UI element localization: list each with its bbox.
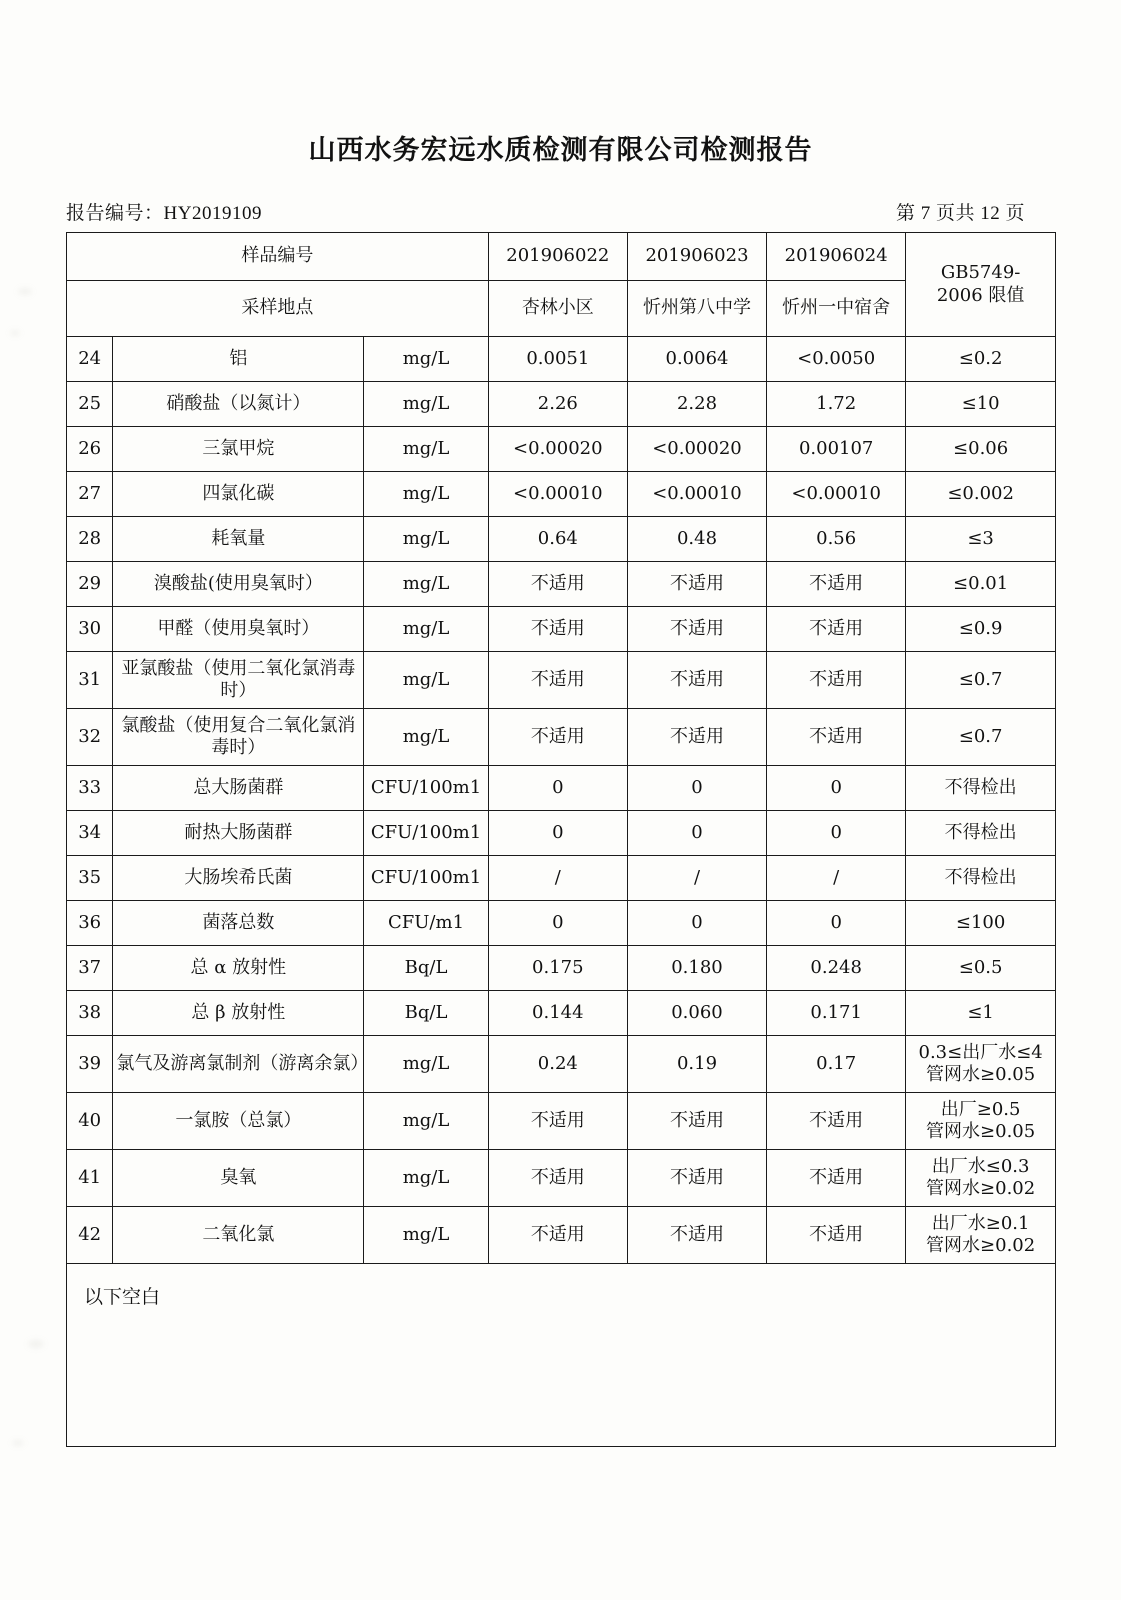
blank-area-note: 以下空白 bbox=[84, 1286, 161, 1308]
table-header-row-sample-no bbox=[67, 233, 1056, 281]
value-sample-3: 不适用 bbox=[767, 709, 906, 766]
value-sample-1: 不适用 bbox=[488, 1207, 627, 1264]
report-number-label: 报告编号： bbox=[66, 203, 164, 224]
parameter-unit: mg/L bbox=[364, 1207, 488, 1264]
value-sample-2: 不适用 bbox=[627, 1207, 766, 1264]
blank-area-box bbox=[66, 1263, 1056, 1447]
parameter-name: 三氯甲烷 bbox=[113, 427, 364, 472]
value-sample-3: 不适用 bbox=[767, 1093, 906, 1150]
parameter-unit: mg/L bbox=[364, 472, 488, 517]
sample-no-2: 201906023 bbox=[627, 233, 766, 281]
row-index: 30 bbox=[67, 607, 113, 652]
limit-value: ≤100 bbox=[906, 901, 1056, 946]
table-row bbox=[67, 382, 1056, 427]
value-sample-1: 不适用 bbox=[488, 709, 627, 766]
value-sample-3: 0.248 bbox=[767, 946, 906, 991]
limit-value: ≤0.7 bbox=[906, 709, 1056, 766]
limit-value bbox=[906, 1093, 1056, 1150]
limit-value: ≤0.5 bbox=[906, 946, 1056, 991]
parameter-unit: mg/L bbox=[364, 382, 488, 427]
row-index: 36 bbox=[67, 901, 113, 946]
parameter-unit: CFU/100m1 bbox=[364, 766, 488, 811]
value-sample-1: 不适用 bbox=[488, 652, 627, 709]
value-sample-1: 2.26 bbox=[488, 382, 627, 427]
value-sample-1: 0 bbox=[488, 766, 627, 811]
sample-no-1: 201906022 bbox=[488, 233, 627, 281]
limit-value: ≤10 bbox=[906, 382, 1056, 427]
value-sample-3: 0 bbox=[767, 901, 906, 946]
value-sample-3: / bbox=[767, 856, 906, 901]
value-sample-3: 不适用 bbox=[767, 562, 906, 607]
parameter-name: 亚氯酸盐（使用二氧化氯消毒时） bbox=[113, 652, 364, 709]
row-index: 37 bbox=[67, 946, 113, 991]
row-index: 41 bbox=[67, 1150, 113, 1207]
limit-value: ≤3 bbox=[906, 517, 1056, 562]
parameter-name: 二氧化氯 bbox=[113, 1207, 364, 1264]
parameter-name: 硝酸盐（以氮计） bbox=[113, 382, 364, 427]
value-sample-1: / bbox=[488, 856, 627, 901]
value-sample-1: 0 bbox=[488, 901, 627, 946]
value-sample-1: <0.00010 bbox=[488, 472, 627, 517]
value-sample-1: 0.0051 bbox=[488, 337, 627, 382]
parameter-unit: mg/L bbox=[364, 607, 488, 652]
limit-line-2: 管网水≥0.02 bbox=[926, 1178, 1036, 1199]
row-index: 29 bbox=[67, 562, 113, 607]
row-index: 42 bbox=[67, 1207, 113, 1264]
table-row bbox=[67, 991, 1056, 1036]
row-index: 28 bbox=[67, 517, 113, 562]
value-sample-1: 不适用 bbox=[488, 1150, 627, 1207]
sampling-site-label: 采样地点 bbox=[67, 281, 489, 337]
value-sample-3: 1.72 bbox=[767, 382, 906, 427]
value-sample-2: 不适用 bbox=[627, 1093, 766, 1150]
parameter-unit: mg/L bbox=[364, 652, 488, 709]
table-row bbox=[67, 562, 1056, 607]
value-sample-1: 0 bbox=[488, 811, 627, 856]
parameter-name: 总 α 放射性 bbox=[113, 946, 364, 991]
parameter-name: 总大肠菌群 bbox=[113, 766, 364, 811]
table-row bbox=[67, 856, 1056, 901]
limit-value: 不得检出 bbox=[906, 766, 1056, 811]
value-sample-2: 0 bbox=[627, 901, 766, 946]
value-sample-1: 0.144 bbox=[488, 991, 627, 1036]
limit-line-1: 出厂≥0.5 bbox=[940, 1098, 1021, 1120]
parameter-unit: mg/L bbox=[364, 1150, 488, 1207]
parameter-name: 耗氧量 bbox=[113, 517, 364, 562]
table-row bbox=[67, 607, 1056, 652]
parameter-unit: Bq/L bbox=[364, 991, 488, 1036]
table-row bbox=[67, 1036, 1056, 1093]
value-sample-2: 0.180 bbox=[627, 946, 766, 991]
parameter-unit: CFU/100m1 bbox=[364, 811, 488, 856]
row-index: 35 bbox=[67, 856, 113, 901]
limit-line-2: 管网水≥0.02 bbox=[926, 1235, 1036, 1256]
value-sample-1: <0.00020 bbox=[488, 427, 627, 472]
parameter-name: 溴酸盐(使用臭氧时） bbox=[113, 562, 364, 607]
row-index: 26 bbox=[67, 427, 113, 472]
limit-value: ≤0.7 bbox=[906, 652, 1056, 709]
limit-value bbox=[906, 1207, 1056, 1264]
value-sample-1: 0.175 bbox=[488, 946, 627, 991]
parameter-name: 氯酸盐（使用复合二氧化氯消毒时） bbox=[113, 709, 364, 766]
value-sample-1: 不适用 bbox=[488, 607, 627, 652]
limit-value: ≤0.2 bbox=[906, 337, 1056, 382]
parameter-unit: mg/L bbox=[364, 562, 488, 607]
value-sample-3: 不适用 bbox=[767, 607, 906, 652]
parameter-name: 四氯化碳 bbox=[113, 472, 364, 517]
parameter-unit: Bq/L bbox=[364, 946, 488, 991]
scan-artifact bbox=[12, 1440, 24, 1446]
row-index: 27 bbox=[67, 472, 113, 517]
scan-artifact bbox=[10, 330, 20, 336]
table-row bbox=[67, 946, 1056, 991]
value-sample-3: 0 bbox=[767, 766, 906, 811]
limit-value: ≤0.06 bbox=[906, 427, 1056, 472]
row-index: 40 bbox=[67, 1093, 113, 1150]
sampling-site-3: 忻州一中宿舍 bbox=[767, 281, 906, 337]
value-sample-3: 不适用 bbox=[767, 652, 906, 709]
table-row bbox=[67, 337, 1056, 382]
sample-no-label: 样品编号 bbox=[67, 233, 489, 281]
value-sample-2: 0.48 bbox=[627, 517, 766, 562]
value-sample-1: 0.64 bbox=[488, 517, 627, 562]
table-row bbox=[67, 901, 1056, 946]
table-row bbox=[67, 1150, 1056, 1207]
table-row bbox=[67, 652, 1056, 709]
page-title: 山西水务宏远水质检测有限公司检测报告 bbox=[308, 135, 813, 166]
scan-artifact bbox=[28, 1340, 44, 1348]
value-sample-2: <0.00010 bbox=[627, 472, 766, 517]
row-index: 39 bbox=[67, 1036, 113, 1093]
parameter-unit: CFU/m1 bbox=[364, 901, 488, 946]
limit-value: 不得检出 bbox=[906, 856, 1056, 901]
parameter-name: 大肠埃希氏菌 bbox=[113, 856, 364, 901]
value-sample-3: 0 bbox=[767, 811, 906, 856]
limit-line-1: 0.3≤出厂水≤4 bbox=[918, 1041, 1043, 1063]
value-sample-1: 不适用 bbox=[488, 1093, 627, 1150]
report-number bbox=[66, 198, 262, 225]
value-sample-2: 0.0064 bbox=[627, 337, 766, 382]
row-index: 32 bbox=[67, 709, 113, 766]
row-index: 34 bbox=[67, 811, 113, 856]
sampling-site-2: 忻州第八中学 bbox=[627, 281, 766, 337]
value-sample-2: 0 bbox=[627, 766, 766, 811]
parameter-unit: mg/L bbox=[364, 1093, 488, 1150]
value-sample-2: / bbox=[627, 856, 766, 901]
limit-value: ≤0.9 bbox=[906, 607, 1056, 652]
table-row bbox=[67, 472, 1056, 517]
parameter-unit: mg/L bbox=[364, 517, 488, 562]
table-row bbox=[67, 766, 1056, 811]
limit-value: 不得检出 bbox=[906, 811, 1056, 856]
parameter-name: 甲醛（使用臭氧时） bbox=[113, 607, 364, 652]
value-sample-2: 0.060 bbox=[627, 991, 766, 1036]
parameter-name: 臭氧 bbox=[113, 1150, 364, 1207]
standard-limit-header bbox=[906, 233, 1056, 337]
table-row bbox=[67, 1207, 1056, 1264]
limit-value: ≤0.01 bbox=[906, 562, 1056, 607]
parameter-name: 菌落总数 bbox=[113, 901, 364, 946]
report-number-value: HY2019109 bbox=[163, 203, 262, 224]
value-sample-2: 0.19 bbox=[627, 1036, 766, 1093]
value-sample-3: <0.0050 bbox=[767, 337, 906, 382]
value-sample-2: <0.00020 bbox=[627, 427, 766, 472]
value-sample-2: 0 bbox=[627, 811, 766, 856]
parameter-unit: mg/L bbox=[364, 337, 488, 382]
parameter-name: 耐热大肠菌群 bbox=[113, 811, 364, 856]
parameter-name: 铝 bbox=[113, 337, 364, 382]
row-index: 38 bbox=[67, 991, 113, 1036]
limit-line-1: 出厂水≥0.1 bbox=[931, 1212, 1030, 1234]
parameter-unit: mg/L bbox=[364, 709, 488, 766]
sampling-site-1: 杏林小区 bbox=[488, 281, 627, 337]
value-sample-3: <0.00010 bbox=[767, 472, 906, 517]
results-table bbox=[66, 232, 1056, 1264]
parameter-name: 氯气及游离氯制剂（游离余氯） bbox=[113, 1036, 364, 1093]
value-sample-2: 不适用 bbox=[627, 1150, 766, 1207]
table-row bbox=[67, 709, 1056, 766]
value-sample-3: 0.17 bbox=[767, 1036, 906, 1093]
scan-artifact bbox=[18, 288, 32, 295]
parameter-unit: mg/L bbox=[364, 427, 488, 472]
table-row bbox=[67, 1093, 1056, 1150]
sample-no-3: 201906024 bbox=[767, 233, 906, 281]
standard-limit-line1: GB5749- bbox=[940, 262, 1021, 283]
value-sample-2: 不适用 bbox=[627, 652, 766, 709]
value-sample-3: 0.00107 bbox=[767, 427, 906, 472]
limit-value bbox=[906, 1150, 1056, 1207]
value-sample-3: 0.56 bbox=[767, 517, 906, 562]
parameter-unit: CFU/100m1 bbox=[364, 856, 488, 901]
limit-line-1: 出厂水≤0.3 bbox=[931, 1155, 1030, 1177]
value-sample-1: 不适用 bbox=[488, 562, 627, 607]
limit-value: ≤0.002 bbox=[906, 472, 1056, 517]
page-indicator: 第 7 页共 12 页 bbox=[895, 203, 1025, 224]
value-sample-3: 0.171 bbox=[767, 991, 906, 1036]
table-row bbox=[67, 811, 1056, 856]
row-index: 25 bbox=[67, 382, 113, 427]
table-row bbox=[67, 427, 1056, 472]
value-sample-1: 0.24 bbox=[488, 1036, 627, 1093]
value-sample-2: 不适用 bbox=[627, 709, 766, 766]
standard-limit-line2: 2006 限值 bbox=[936, 284, 1025, 306]
limit-line-2: 管网水≥0.05 bbox=[926, 1121, 1036, 1142]
value-sample-3: 不适用 bbox=[767, 1207, 906, 1264]
limit-value bbox=[906, 1036, 1056, 1093]
row-index: 33 bbox=[67, 766, 113, 811]
value-sample-3: 不适用 bbox=[767, 1150, 906, 1207]
parameter-name: 一氯胺（总氯） bbox=[113, 1093, 364, 1150]
parameter-unit: mg/L bbox=[364, 1036, 488, 1093]
limit-line-2: 管网水≥0.05 bbox=[926, 1064, 1036, 1085]
value-sample-2: 不适用 bbox=[627, 562, 766, 607]
table-row bbox=[67, 517, 1056, 562]
value-sample-2: 2.28 bbox=[627, 382, 766, 427]
limit-value: ≤1 bbox=[906, 991, 1056, 1036]
row-index: 31 bbox=[67, 652, 113, 709]
parameter-name: 总 β 放射性 bbox=[113, 991, 364, 1036]
row-index: 24 bbox=[67, 337, 113, 382]
value-sample-2: 不适用 bbox=[627, 607, 766, 652]
